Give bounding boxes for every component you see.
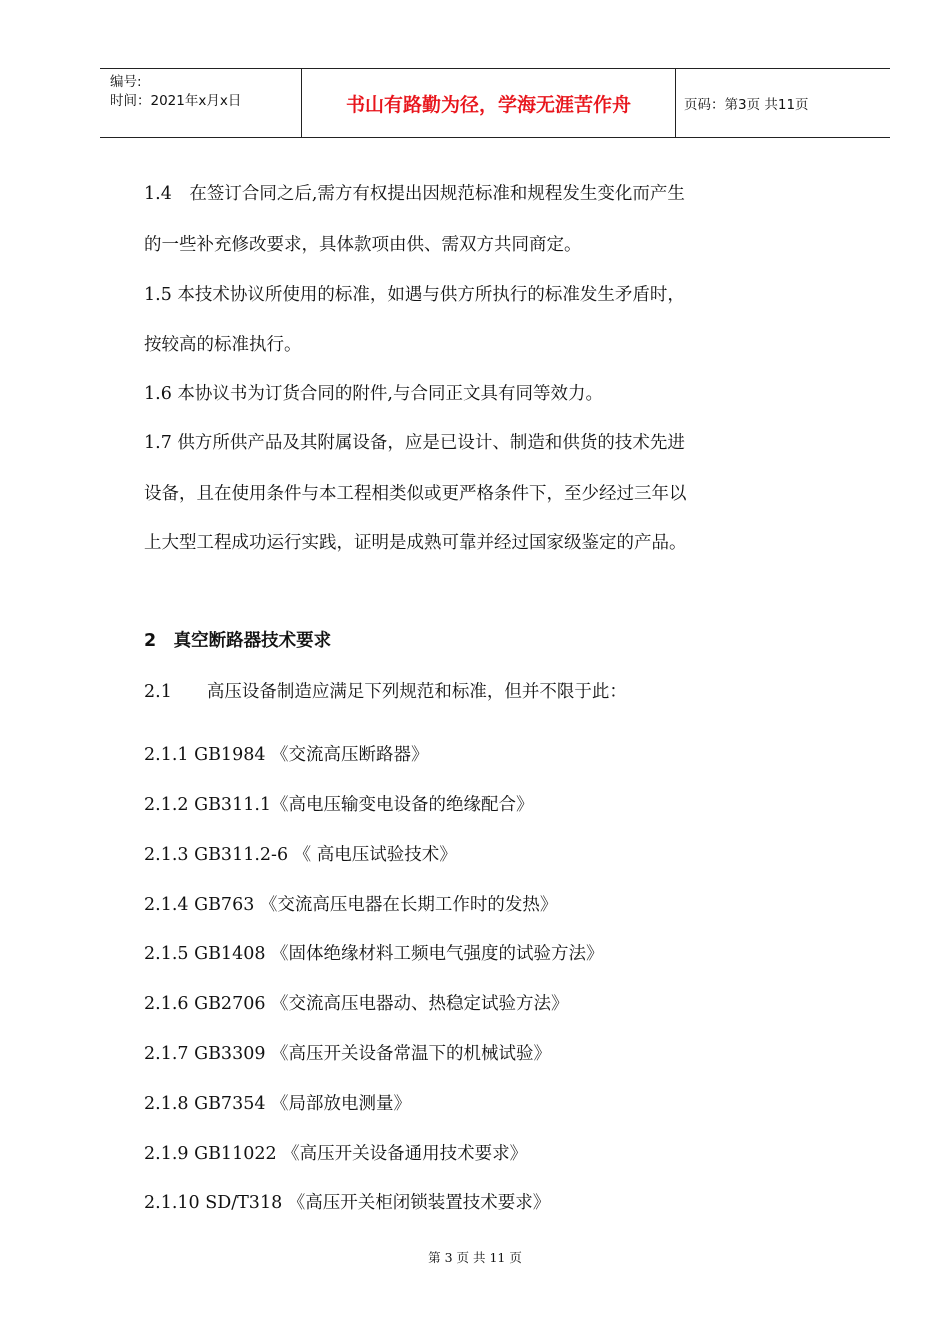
header-page-info: 页码：第3页 共11页 bbox=[684, 97, 809, 113]
code-label: 编号: bbox=[110, 74, 142, 90]
header-motto: 书山有路勤为径，学海无涯苦作舟 bbox=[302, 69, 676, 137]
standard-item: 2.1.5 GB1408 《固体绝缘材料工频电气强度的试验方法》 bbox=[144, 944, 604, 964]
body-line: 1.6 本协议书为订货合同的附件,与合同正文具有同等效力。 bbox=[144, 384, 603, 404]
standard-item: 2.1.2 GB311.1《高电压输变电设备的绝缘配合》 bbox=[144, 795, 534, 815]
standard-item: 2.1.8 GB7354 《局部放电测量》 bbox=[144, 1094, 412, 1114]
standard-item: 2.1.1 GB1984 《交流高压断路器》 bbox=[144, 745, 429, 765]
standard-item: 2.1.9 GB11022 《高压开关设备通用技术要求》 bbox=[144, 1144, 528, 1164]
section-heading: 2 真空断路器技术要求 bbox=[144, 631, 332, 651]
standard-item: 2.1.7 GB3309 《高压开关设备常温下的机械试验》 bbox=[144, 1044, 552, 1064]
body-line: 的一些补充修改要求，具体款项由供、需双方共同商定。 bbox=[144, 235, 582, 255]
body-line: 按较高的标准执行。 bbox=[144, 335, 302, 355]
body-line: 1.4 在签订合同之后,需方有权提出因规范标准和规程发生变化而产生 bbox=[144, 184, 685, 204]
body-line: 1.5 本技术协议所使用的标准，如遇与供方所执行的标准发生矛盾时， bbox=[144, 285, 685, 305]
page-header bbox=[100, 68, 890, 138]
standard-item: 2.1.4 GB763 《交流高压电器在长期工作时的发热》 bbox=[144, 895, 558, 915]
standard-item: 2.1.10 SD/T318 《高压开关柜闭锁装置技术要求》 bbox=[144, 1193, 551, 1213]
body-line: 上大型工程成功运行实践，证明是成熟可靠并经过国家级鉴定的产品。 bbox=[144, 533, 687, 553]
intro-line: 2.1 高压设备制造应满足下列规范和标准，但并不限于此： bbox=[144, 682, 627, 702]
body-line: 1.7 供方所供产品及其附属设备，应是已设计、制造和供货的技术先进 bbox=[144, 433, 685, 453]
standard-item: 2.1.6 GB2706 《交流高压电器动、热稳定试验方法》 bbox=[144, 994, 569, 1014]
page-footer: 第 3 页 共 11 页 bbox=[428, 1250, 522, 1265]
header-meta bbox=[100, 69, 302, 137]
standard-item: 2.1.3 GB311.2-6 《 高电压试验技术》 bbox=[144, 845, 457, 865]
time-label: 时间：2021年x月x日 bbox=[110, 93, 242, 109]
body-line: 设备，且在使用条件与本工程相类似或更严格条件下，至少经过三年以 bbox=[144, 484, 687, 504]
